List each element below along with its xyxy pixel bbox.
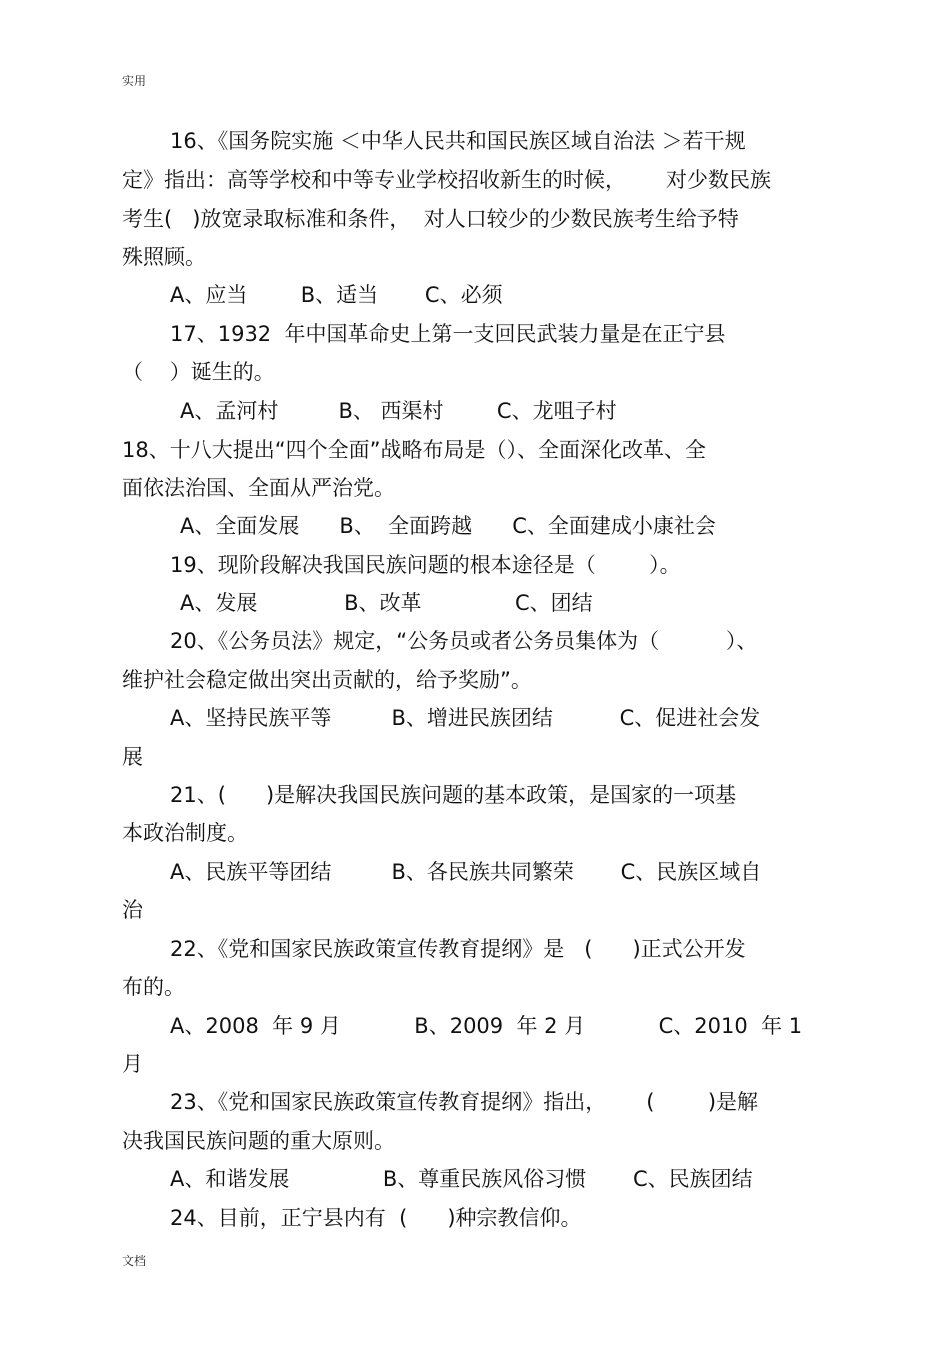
q16-line-3: 考生( )放宽录取标准和条件， 对人口较少的少数民族考生给予特 [122, 207, 739, 231]
q21-line-2: 本政治制度。 [122, 821, 248, 845]
q22-line-2: 布的。 [122, 975, 185, 999]
q23-options: A、和谐发展 B、尊重民族风俗习惯 C、民族团结 [170, 1167, 753, 1191]
q18-line-2: 面依法治国、全面从严治党。 [122, 476, 395, 500]
q21-options-cont: 治 [122, 898, 143, 922]
q20-line-2: 维护社会稳定做出突出贡献的，给予奖励”。 [122, 668, 532, 692]
q18-line-1: 18、十八大提出“四个全面”战略布局是（）、全面深化改革、全 [122, 438, 706, 462]
q18-options: A、全面发展 B、 全面跨越 C、全面建成小康社会 [180, 514, 716, 538]
q22-line-1: 22、《党和国家民族政策宣传教育提纲》是 ( )正式公开发 [170, 937, 746, 961]
q17-line-1: 17、1932 年中国革命史上第一支回民武装力量是在正宁县 [170, 322, 726, 346]
q23-line-1: 23、《党和国家民族政策宣传教育提纲》指出， ( )是解 [170, 1090, 759, 1114]
q19-options: A、发展 B、改革 C、团结 [180, 591, 593, 615]
q19-line-1: 19、现阶段解决我国民族问题的根本途径是（ ）。 [170, 553, 681, 577]
q24-line-1: 24、目前，正宁县内有 ( )种宗教信仰。 [170, 1206, 582, 1230]
page-footer: 文档 [122, 1254, 147, 1268]
q20-line-1: 20、《公务员法》规定，“公务员或者公务员集体为（ ）、 [170, 629, 758, 653]
q16-options: A、应当 B、适当 C、必须 [170, 283, 503, 307]
q22-options: A、2008 年 9 月 B、2009 年 2 月 C、2010 年 1 [170, 1014, 803, 1038]
q17-options: A、孟河村 B、 西渠村 C、龙咀子村 [180, 399, 617, 423]
q21-options: A、民族平等团结 B、各民族共同繁荣 C、民族区域自 [170, 860, 762, 884]
q20-options-cont: 展 [122, 745, 143, 769]
q22-options-cont: 月 [122, 1052, 143, 1076]
q21-line-1: 21、( )是解决我国民族问题的基本政策，是国家的一项基 [170, 783, 737, 807]
page-header: 实用 [122, 74, 147, 88]
q23-line-2: 决我国民族问题的重大原则。 [122, 1129, 395, 1153]
q16-line-1: 16、《国务院实施 ＜中华人民共和国民族区域自治法 ＞若干规 [170, 129, 746, 153]
q16-line-4: 殊照顾。 [122, 245, 206, 269]
q16-line-2: 定》指出：高等学校和中等专业学校招收新生的时候， 对少数民族 [122, 168, 772, 192]
q20-options: A、坚持民族平等 B、增进民族团结 C、促进社会发 [170, 706, 761, 730]
q17-line-2: （ ）诞生的。 [122, 360, 275, 384]
